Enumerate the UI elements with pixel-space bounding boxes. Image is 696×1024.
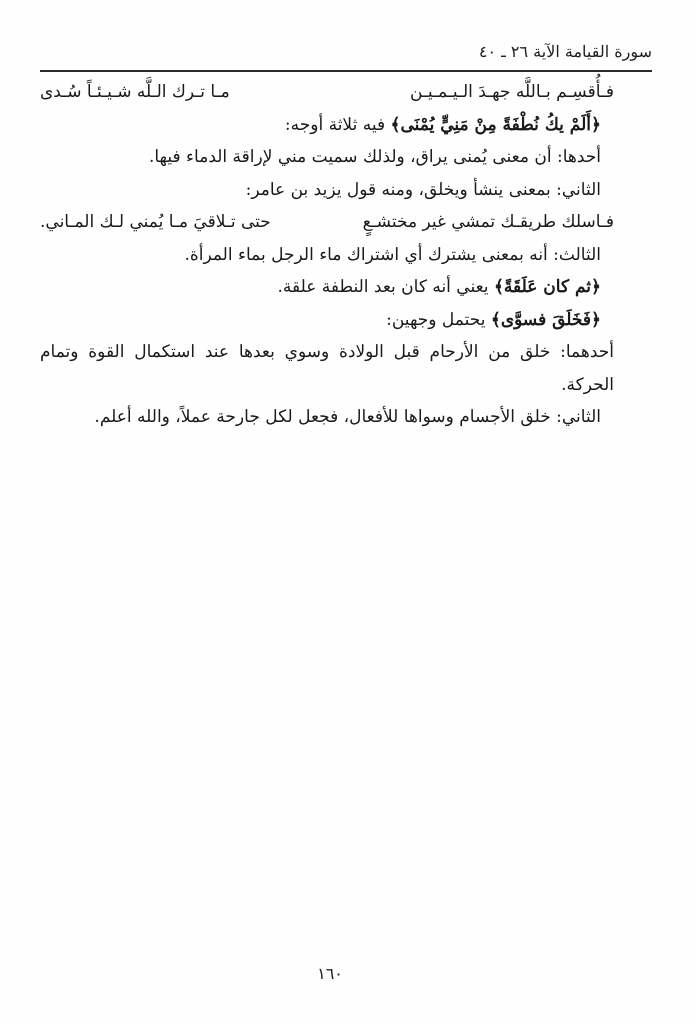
quran-citation-3-line	[40, 304, 614, 337]
ornate-bracket-close: ﴾	[493, 277, 504, 297]
paragraph-line-second-meaning: الثاني: بمعنى ينشأ ويخلق، ومنه قول يزيد بن عامر:	[245, 179, 601, 200]
page-number: ١٦٠	[317, 964, 343, 983]
ornate-bracket-close: ﴾	[390, 114, 401, 135]
body-text	[40, 76, 614, 434]
paragraph-line-first-aspect-end: الحركة.	[561, 374, 614, 395]
ornate-bracket-close: ﴾	[490, 309, 501, 330]
commentary-text: يحتمل وجهين:	[386, 309, 491, 330]
running-head-title: سورة القيامة الآية ٢٦ ـ ٤٠	[478, 42, 652, 61]
quran-citation-1-line	[40, 109, 614, 142]
paragraph-line-third-meaning: الثالث: أنه بمعنى يشترك أي اشتراك ماء الرجل بماء المرأة.	[184, 244, 601, 265]
quran-text-1: أَلَمْ يكُ نُطْفَةً مِنْ مَنِيٍّ يُمْنَى	[400, 114, 592, 135]
quran-citation-2-line	[40, 271, 614, 304]
quran-text-3: فَخَلَقَ فسوَّى	[500, 309, 592, 330]
poetry-verse-2	[40, 206, 614, 239]
paragraph-line-second-aspect: الثاني: خلق الأجسام وسواها للأفعال، فجعل لكل جارحة عملاً، والله أعلم.	[94, 407, 601, 427]
commentary-text: يعني أنه كان بعد النطفة علقة.	[277, 277, 494, 297]
ornate-bracket-open: ﴿	[591, 114, 601, 135]
running-head	[40, 40, 652, 72]
verse-2-second-hemistich: حتى تـلاقيَ مـا يُمني لـك المـاني.	[40, 212, 271, 232]
commentary-text: فيه ثلاثة أوجه:	[284, 114, 391, 135]
ornate-bracket-open: ﴿	[591, 277, 601, 297]
poetry-verse-1	[40, 76, 614, 109]
verse-2-first-hemistich: فـاسلك طريقـك تمشي غير مختشـعٍ	[362, 212, 614, 232]
verse-1-second-hemistich: مـا تـرك الـلَّه شـيـئـاً سُـدى	[40, 82, 230, 102]
paragraph-line-first-meaning: أحدها: أن معنى يُمنى يراق، ولذلك سميت مني لإراقة الدماء فيها.	[148, 147, 601, 167]
quran-text-2: ثم كان عَلَقَةً	[503, 277, 592, 297]
ornate-bracket-open: ﴿	[591, 309, 601, 330]
verse-1-first-hemistich: فـأُقسِـم بـاللَّه جهـدَ الـيـمـيـن	[410, 82, 614, 102]
paragraph-line-first-aspect: أحدهما: خلق من الأرحام قبل الولادة وسوي بعدها عند استكمال القوة وتمام	[40, 342, 614, 362]
